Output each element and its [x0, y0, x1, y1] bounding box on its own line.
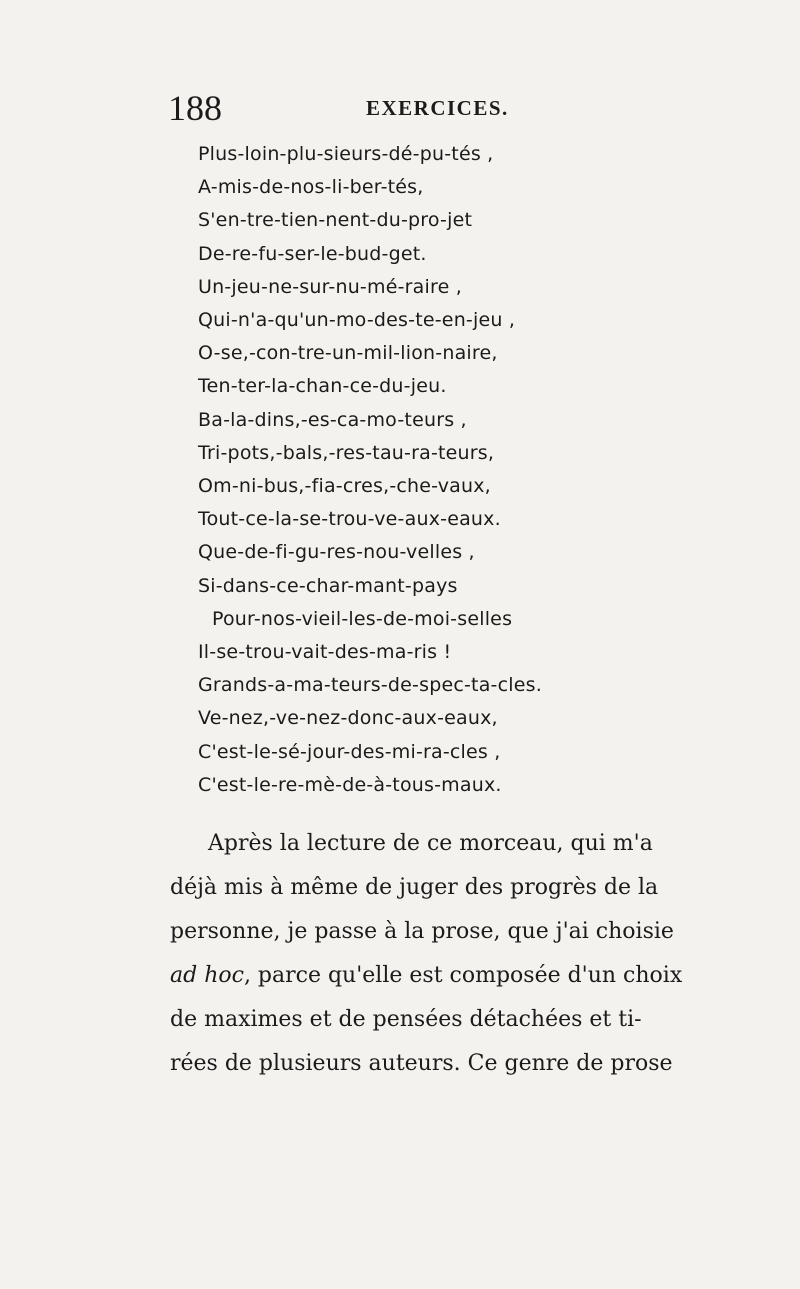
- verse-line: C'est-le-sé-jour-des-mi-ra-cles ,: [198, 740, 501, 763]
- verse-line: Un-jeu-ne-sur-nu-mé-raire ,: [198, 275, 462, 298]
- prose-line: [170, 954, 730, 998]
- verse-line: O-se,-con-tre-un-mil-lion-naire,: [198, 342, 498, 365]
- verse-line: Il-se-trou-vait-des-ma-ris !: [198, 641, 452, 664]
- running-head: [168, 88, 728, 128]
- page-number: 188: [168, 88, 222, 128]
- verse-line: Tout-ce-la-se-trou-ve-aux-eaux.: [198, 508, 501, 531]
- prose-line: Après la lecture de ce morceau, qui m'a: [208, 831, 653, 856]
- verse-line: Grands-a-ma-teurs-de-spec-ta-cles.: [198, 674, 542, 697]
- prose-line: rées de plusieurs auteurs. Ce genre de prose: [170, 1051, 673, 1076]
- verse-line: Om-ni-bus,-fia-cres,-che-vaux,: [198, 475, 491, 498]
- verse-line: Qui-n'a-qu'un-mo-des-te-en-jeu ,: [198, 309, 516, 332]
- prose-line: personne, je passe à la prose, que j'ai choisie: [170, 919, 674, 944]
- verse-line: A-mis-de-nos-li-ber-tés,: [198, 176, 424, 199]
- running-title: EXERCICES.: [366, 96, 509, 120]
- latin-phrase: ad hoc: [170, 963, 244, 988]
- verse-line: S'en-tre-tien-nent-du-pro-jet: [198, 209, 473, 232]
- prose-line-rest: , parce qu'elle est composée d'un choix: [243, 963, 683, 988]
- prose-paragraph: [170, 822, 730, 1086]
- verse-line: Que-de-fi-gu-res-nou-velles ,: [198, 541, 475, 564]
- verse-line: Pour-nos-vieil-les-de-moi-selles: [212, 607, 513, 630]
- verse-line: C'est-le-re-mè-de-à-tous-maux.: [198, 773, 502, 796]
- verse-line: Ve-nez,-ve-nez-donc-aux-eaux,: [198, 707, 498, 730]
- verse-line: Plus-loin-plu-sieurs-dé-pu-tés ,: [198, 143, 494, 165]
- verse-line: Ten-ter-la-chan-ce-du-jeu.: [198, 375, 447, 398]
- verse-block: [198, 138, 758, 802]
- verse-line: Tri-pots,-bals,-res-tau-ra-teurs,: [198, 441, 495, 464]
- verse-line: Si-dans-ce-char-mant-pays: [198, 574, 458, 597]
- verse-line: De-re-fu-ser-le-bud-get.: [198, 242, 427, 265]
- prose-line: déjà mis à même de juger des progrès de la: [170, 875, 659, 900]
- verse-line: Ba-la-dins,-es-ca-mo-teurs ,: [198, 408, 467, 431]
- prose-line: de maximes et de pensées détachées et ti-: [170, 1007, 642, 1032]
